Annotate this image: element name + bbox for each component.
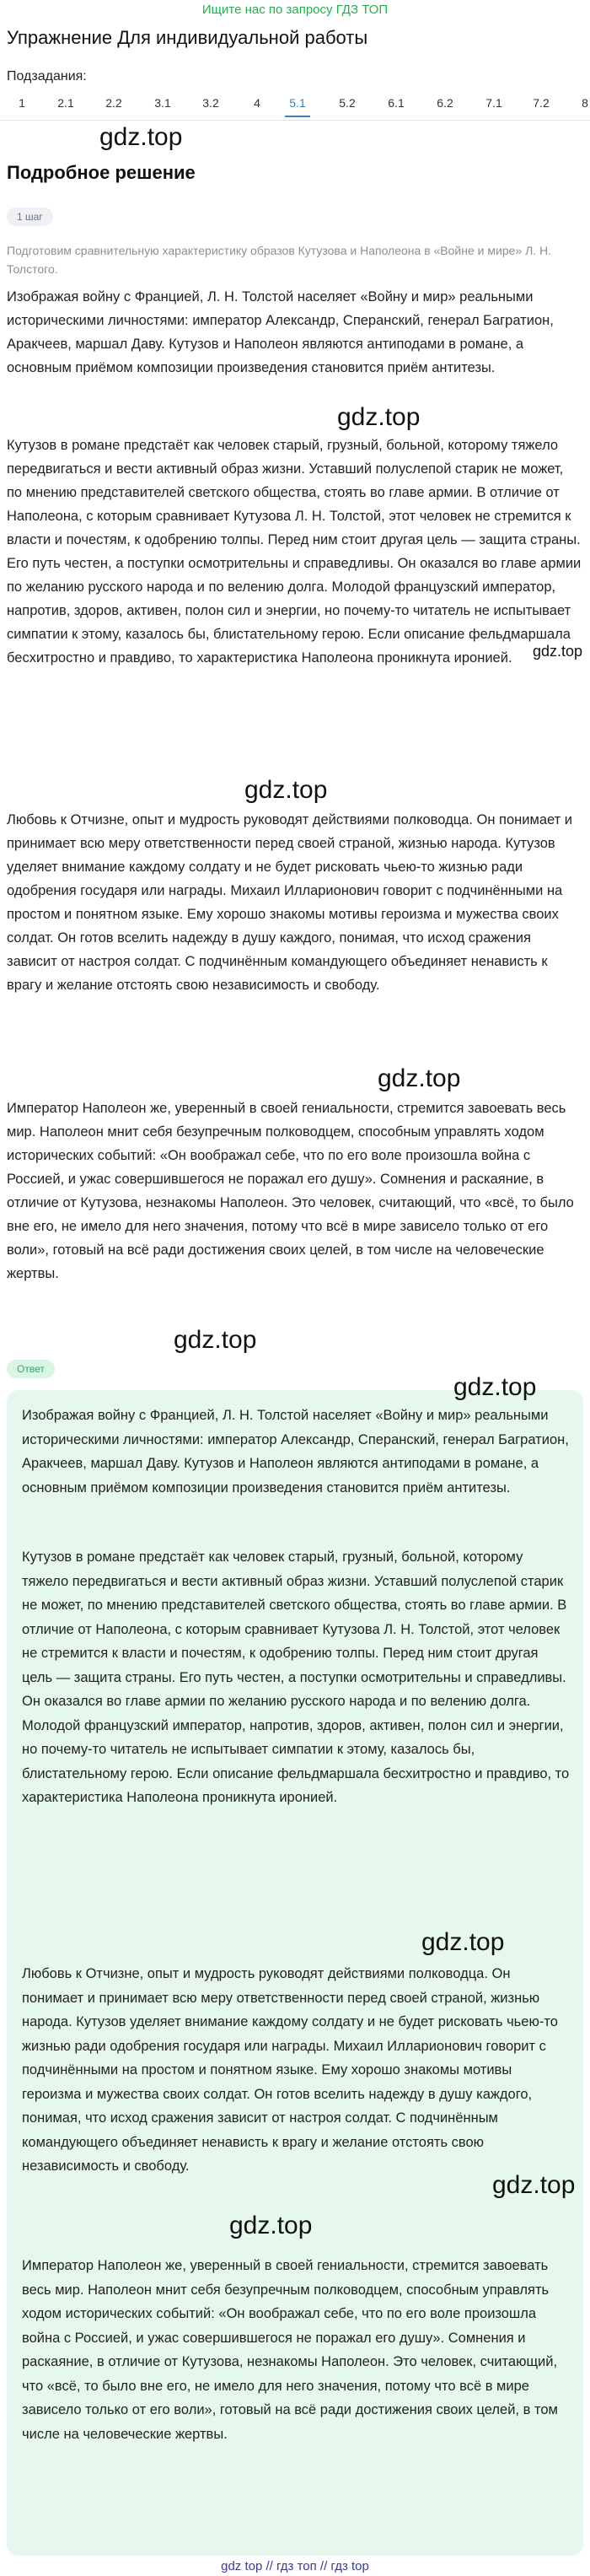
solution-paragraph: Император Наполеон же, уверенный в своей гениальности, стремится завоевать весь мир. Наполеон мнит себя безупречным полководцем, способным управлять ходом исторических событий: «Он воображал себе, что по его воле произошла война с Россией, и ужас совершившегося не поражал его душу». Сомнения и раскаяние, в отличие от Кутузова, незнакомы Наполеон. Это человек, считающий, что «всё, то было вне его, не имело для него значения, потому что всё в мире зависело только от его воли», готовый на всё ради достижения своих целей, в том числе на человеческие жертвы.	[7, 1101, 574, 1281]
subtask-7-1[interactable]: 7.1	[485, 96, 502, 110]
watermark: gdz.top	[492, 2171, 576, 2199]
answer-badge: Ответ	[7, 1360, 55, 1378]
subtask-2-2[interactable]: 2.2	[105, 96, 122, 110]
subtask-5-2[interactable]: 5.2	[339, 96, 356, 110]
step-badge: 1 шаг	[7, 207, 53, 226]
subtasks-label: Подзадания:	[7, 69, 87, 84]
solution-paragraph: Кутузов в романе предстаёт как человек старый, грузный, больной, которому тяжело передвигаться и вести активный образ жизни. Уставший полуслепой старик не может, по мнению представителей светского общества, стоять во главе армии. В отличие от Наполеона, с которым сравнивает Кутузова Л. Н. Толстой, этот человек не стремится к власти и почестям, к одобрению толпы. Перед ним стоит другая цель — защита страны. Его путь честен, а поступки осмотрительны и справедливы. Он оказался во главе армии по желанию русского народа и по велению долга. Молодой французский император, напротив, здоров, активен, полон сил и энергии, но почему-то читатель не испытывает симпатии к этому, казалось бы, блистательному герою. Если описание фельдмаршала бесхитростно и правдиво, то характеристика Наполеона проникнута иронией.	[7, 438, 582, 666]
answer-paragraph: Любовь к Отчизне, опыт и мудрость руководят действиями полководца. Он понимает и принимает всю меру ответственности перед своей страной, жизнью народа. Кутузов уделяет внимание каждому солдату и не будет рисковать чьею-то жизнью ради одобрения государя или награды. Михаил Илларионович говорит с подчинёнными на простом и понятном языке. Ему хорошо знакомы мотивы героизма и мужества своих солдат. Он готов вселить надежду в душу каждого, понимая, что исход сражения зависит от настроя солдат. С подчинённым командующего объединяет ненависть к врагу и желание отстоять свою независимость и свободу.	[22, 1966, 558, 2174]
top-banner[interactable]: Ищите нас по запросу ГДЗ ТОП	[201, 3, 389, 17]
watermark: gdz.top	[174, 1326, 257, 1354]
footer-links[interactable]: gdz top // гдз топ // гдз top	[221, 2559, 369, 2573]
watermark: gdz.top	[378, 1064, 461, 1092]
subtask-3-1[interactable]: 3.1	[154, 96, 171, 110]
subtasks-divider	[0, 120, 590, 121]
subtask-8[interactable]: 8	[582, 96, 588, 110]
solution-paragraph: Любовь к Отчизне, опыт и мудрость руководят действиями полководца. Он понимает и принимает всю меру ответственности перед своей страной, жизнью народа. Кутузов уделяет внимание каждому солдату и не будет рисковать чьею-то жизнью ради одобрения государя или награды. Михаил Илларионович говорит с подчинёнными на простом и понятном языке. Ему хорошо знакомы мотивы героизма и мужества своих солдат. Он готов вселить надежду в душу каждого, понимая, что исход сражения зависит от настроя солдат. С подчинённым командующего объединяет ненависть к врагу и желание отстоять свою независимость и свободу.	[7, 812, 572, 993]
subtask-3-2[interactable]: 3.2	[202, 96, 219, 110]
step-description: Подготовим сравнительную характеристику образов Кутузова и Наполеона в «Войне и мире» Л. Н. Толстого.	[7, 244, 552, 276]
watermark: gdz.top	[533, 643, 583, 660]
answer-paragraph: Кутузов в романе предстаёт как человек старый, грузный, больной, которому тяжело передвигаться и вести активный образ жизни. Уставший полуслепой старик не может, по мнению представителей светского общества, стоять во главе армии. В отличие от Наполеона, с которым сравнивает Кутузова Л. Н. Толстой, этот человек не стремится к власти и почестям, к одобрению толпы. Перед ним стоит другая цель — защита страны. Его путь честен, а поступки осмотрительны и справедливы. Он оказался во главе армии по желанию русского народа и по велению долга. Молодой французский император, напротив, здоров, активен, полон сил и энергии, но почему-то читатель не испытывает симпатии к этому, казалось бы, блистательному герою. Если описание фельдмаршала бесхитростно и правдиво, то характеристика Наполеона проникнута иронией.	[22, 1549, 570, 1805]
watermark: gdz.top	[337, 403, 421, 431]
subtask-4[interactable]: 4	[254, 96, 260, 110]
subtask-5-1[interactable]: 5.1	[289, 96, 306, 110]
watermark: gdz.top	[229, 2212, 313, 2239]
subtask-6-1[interactable]: 6.1	[388, 96, 405, 110]
subtask-1[interactable]: 1	[19, 96, 25, 110]
answer-paragraph: Император Наполеон же, уверенный в своей гениальности, стремится завоевать весь мир. Наполеон мнит себя безупречным полководцем, способным управлять ходом исторических событий: «Он воображал себе, что по его воле произошла война с Россией, и ужас совершившегося не поражал его душу». Сомнения и раскаяние, в отличие от Кутузова, незнакомы Наполеон. Это человек, считающий, что «всё, то было вне его, не имело для него значения, потому что всё в мире зависело только от его воли», готовый на всё ради достижения своих целей, в том числе на человеческие жертвы.	[22, 2258, 558, 2442]
subtasks-nav	[0, 93, 590, 120]
solution-title: Подробное решение	[7, 162, 196, 183]
watermark: gdz.top	[99, 123, 183, 151]
page-title: Упражнение Для индивидуальной работы	[7, 27, 368, 48]
answer-paragraph: Изображая войну с Францией, Л. Н. Толстой населяет «Войну и мир» реальными историческими личностями: император Александр, Сперанский, генерал Багратион, Аракчеев, маршал Даву. Кутузов и Наполеон являются антиподами в романе, а основным приёмом композиции произведения становится приём антитезы.	[22, 1408, 569, 1495]
solution-paragraph: Изображая войну с Францией, Л. Н. Толстой населяет «Войну и мир» реальными историческими личностями: император Александр, Сперанский, генерал Багратион, Аракчеев, маршал Даву. Кутузов и Наполеон являются антиподами в романе, а основным приёмом композиции произведения становится приём антитезы.	[7, 289, 554, 375]
watermark: gdz.top	[244, 776, 328, 804]
subtask-2-1[interactable]: 2.1	[57, 96, 74, 110]
subtask-7-2[interactable]: 7.2	[533, 96, 550, 110]
active-subtask-indicator	[285, 116, 310, 117]
subtask-6-2[interactable]: 6.2	[437, 96, 453, 110]
watermark: gdz.top	[421, 1928, 505, 1956]
watermark: gdz.top	[453, 1373, 537, 1401]
